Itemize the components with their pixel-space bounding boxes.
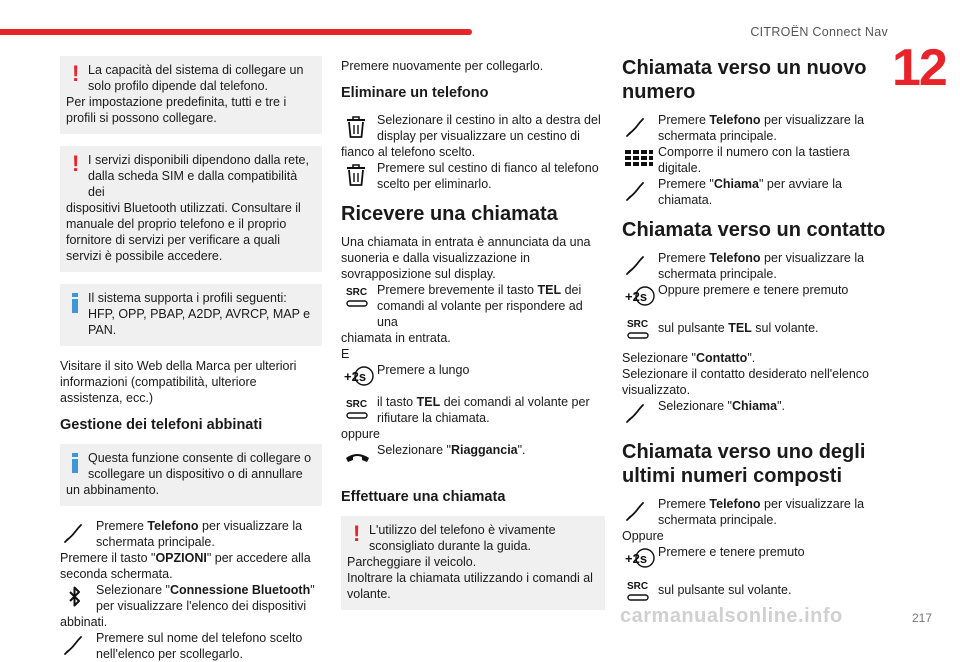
watermark: carmanualsonline.info	[620, 605, 843, 627]
warning-text: La capacità del sistema di collegare un solo profilo dipende dal telefono.	[88, 63, 304, 93]
step-text: Premere brevemente il tasto TEL dei comandi al volante per rispondere ad una	[377, 283, 583, 329]
step	[622, 282, 890, 314]
step-text: E	[341, 347, 350, 361]
step-text: Selezionare "Chiama".	[658, 399, 786, 413]
warning-text: dispositivi Bluetooth utilizzati. Consultare il manuale del proprio telefono e il proprio fornitore di servizi per verificare a quali servizi è possibile accedere.	[66, 201, 301, 263]
step-text: oppure	[341, 427, 380, 441]
step-text: Premere Telefono per visualizzare la schermata principale.	[96, 519, 303, 549]
long-press-icon	[622, 282, 658, 314]
info-text: Il sistema supporta i profili seguenti: HFP, OPP, PBAP, A2DP, AVRCP, MAP e PAN.	[88, 291, 311, 337]
section-heading: Eliminare un telefono	[341, 85, 489, 101]
step	[341, 160, 605, 192]
manual-title: CITROËN Connect Nav	[750, 25, 888, 39]
step	[622, 112, 890, 144]
step	[622, 544, 890, 576]
src-button-icon	[622, 576, 658, 608]
page-number: 217	[912, 611, 933, 625]
step-text: Selezionare il cestino in alto a destra del display per visualizzare un cestino di	[377, 113, 601, 143]
touch-icon	[622, 496, 658, 528]
warning-text: Inoltrare la chiamata utilizzando i comandi al volante.	[347, 571, 593, 601]
info-icon	[72, 293, 78, 313]
svg-text:SRC: SRC	[627, 581, 649, 592]
warning-icon: !	[72, 151, 80, 176]
info-text: un abbinamento.	[66, 483, 160, 497]
step-text: Selezionare "Contatto".	[622, 351, 756, 365]
chapter-number: 12	[892, 39, 946, 97]
section-heading: Chiamata verso un nuovo numero	[622, 57, 867, 103]
step-text: Premere Telefono per visualizzare la schermata principale.	[658, 497, 865, 527]
step	[60, 582, 322, 614]
step-text: sul pulsante TEL sul volante.	[658, 321, 819, 335]
touch-icon	[60, 518, 96, 550]
info-icon	[72, 453, 78, 473]
step-text: Premere a lungo	[377, 363, 470, 377]
step	[341, 282, 605, 330]
long-press-icon	[341, 362, 377, 394]
hang-up-icon	[341, 442, 377, 474]
keypad-icon	[622, 144, 658, 176]
info-text: Questa funzione consente di collegare o scollegare un dispositivo o di annullare	[88, 451, 312, 481]
touch-icon	[622, 112, 658, 144]
warning-text: L'utilizzo del telefono è vivamente sconsigliato durante la guida.	[369, 523, 556, 553]
warning-icon: !	[353, 521, 361, 546]
paragraph: Premere nuovamente per collegarlo.	[341, 59, 544, 73]
step	[622, 314, 890, 346]
bluetooth-icon	[60, 582, 96, 614]
section-heading: Effettuare una chiamata	[341, 489, 506, 505]
info-box	[60, 284, 322, 346]
step	[341, 394, 605, 426]
step	[622, 576, 890, 608]
column-1	[60, 56, 322, 662]
step-text: Comporre il numero con la tastiera digitale.	[658, 145, 850, 175]
touch-icon	[622, 176, 658, 208]
paragraph: Visitare il sito Web della Marca per ulteriori informazioni (compatibilità, ulteriore assistenza, ecc.)	[60, 359, 297, 405]
step-text: Premere sul cestino di fianco al telefono scelto per eliminarlo.	[377, 161, 599, 191]
touch-icon	[622, 250, 658, 282]
step-text: Premere Telefono per visualizzare la schermata principale.	[658, 113, 865, 143]
paragraph: Una chiamata in entrata è annunciata da una suoneria e dalla visualizzazione in sovrapposizione sul display.	[341, 235, 591, 281]
svg-text:SRC: SRC	[627, 319, 649, 330]
step	[341, 112, 605, 144]
step	[60, 518, 322, 550]
section-heading: Ricevere una chiamata	[341, 203, 558, 225]
step-text: abbinati.	[60, 615, 108, 629]
step	[622, 176, 890, 208]
touch-icon	[622, 398, 658, 430]
svg-text:+2s: +2s	[625, 551, 648, 566]
warning-box	[60, 56, 322, 134]
step-text: Oppure premere e tenere premuto	[658, 283, 849, 297]
column-2	[341, 58, 605, 622]
step-text: sul pulsante sul volante.	[658, 583, 792, 597]
src-button-icon	[622, 314, 658, 346]
step-text: Premere il tasto "OPZIONI" per accedere alla seconda schermata.	[60, 551, 311, 581]
step-text: Selezionare "Connessione Bluetooth" per visualizzare l'elenco dei dispositivi	[96, 583, 315, 613]
warning-text: Parcheggiare il veicolo.	[347, 555, 477, 569]
column-3	[622, 56, 890, 608]
step	[341, 362, 605, 394]
step	[341, 442, 605, 474]
step-text: Selezionare il contatto desiderato nell'elenco visualizzato.	[622, 367, 869, 397]
step	[622, 250, 890, 282]
trash-icon	[341, 112, 377, 144]
step-text: il tasto TEL dei comandi al volante per rifiutare la chiamata.	[377, 395, 590, 425]
step-text: chiamata in entrata.	[341, 331, 451, 345]
step-text: Premere sul nome del telefono scelto nell'elenco per scollegarlo.	[96, 631, 303, 661]
step	[622, 398, 890, 430]
trash-icon	[341, 160, 377, 192]
warning-box	[60, 146, 322, 272]
step-text: fianco al telefono scelto.	[341, 145, 476, 159]
step	[622, 496, 890, 528]
long-press-icon	[622, 544, 658, 576]
warning-text: I servizi disponibili dipendono dalla rete, dalla scheda SIM e dalla compatibilità dei	[88, 153, 309, 199]
svg-text:+2s: +2s	[625, 289, 648, 304]
touch-icon	[60, 630, 96, 662]
src-button-icon	[341, 282, 377, 314]
svg-text:SRC: SRC	[346, 399, 368, 410]
step	[622, 144, 890, 176]
src-button-icon	[341, 394, 377, 426]
svg-text:+2s: +2s	[344, 369, 367, 384]
step-text: Premere "Chiama" per avviare la chiamata.	[658, 177, 842, 207]
step-text: Premere Telefono per visualizzare la schermata principale.	[658, 251, 865, 281]
section-heading: Chiamata verso un contatto	[622, 219, 886, 241]
warning-box	[341, 516, 605, 610]
section-heading: Chiamata verso uno degli ultimi numeri composti	[622, 441, 866, 487]
step-text: Premere e tenere premuto	[658, 545, 805, 559]
step	[60, 630, 322, 662]
svg-text:SRC: SRC	[346, 287, 368, 298]
step-text: Selezionare "Riaggancia".	[377, 443, 526, 457]
header-accent-bar	[0, 29, 472, 35]
step-text: Oppure	[622, 529, 664, 543]
info-box	[60, 444, 322, 506]
warning-text: Per impostazione predefinita, tutti e tre i profili si possono collegare.	[66, 95, 287, 125]
warning-icon: !	[72, 61, 80, 86]
section-heading: Gestione dei telefoni abbinati	[60, 417, 263, 433]
